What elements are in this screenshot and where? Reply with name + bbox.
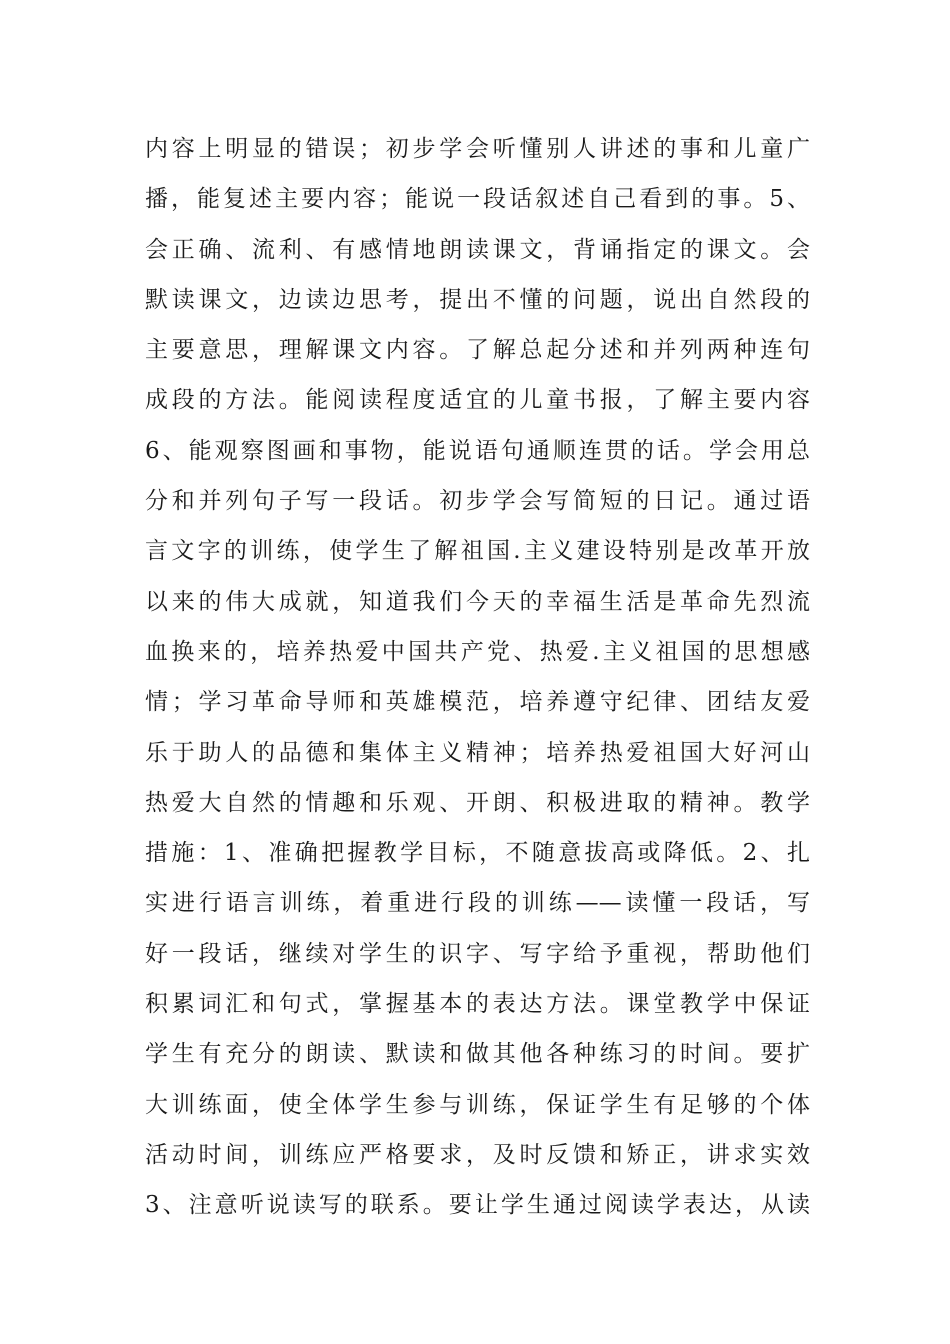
text-line: 实进行语言训练，着重进行段的训练——读懂一段话，写: [145, 890, 810, 917]
text-line: 成段的方法。能阅读程度适宜的儿童书报，了解主要内容: [145, 387, 810, 414]
text-line: 血换来的，培养热爱中国共产党、热爱.主义祖国的思想感: [145, 638, 810, 665]
text-line: 热爱大自然的情趣和乐观、开朗、积极进取的精神。教学: [145, 789, 810, 816]
text-line: 好一段话，继续对学生的识字、写字给予重视，帮助他们: [145, 940, 810, 967]
text-line: 活动时间，训练应严格要求，及时反馈和矫正，讲求实效: [145, 1141, 810, 1168]
body-paragraph: [145, 124, 810, 1231]
text-line: 分和并列句子写一段话。初步学会写简短的日记。通过语: [145, 488, 810, 515]
text-line: 播，能复述主要内容；能说一段话叙述自己看到的事。5、: [145, 186, 810, 213]
text-line: 内容上明显的错误；初步学会听懂别人讲述的事和儿童广: [145, 136, 810, 162]
text-line: 3、注意听说读写的联系。要让学生通过阅读学表达，从读: [145, 1192, 810, 1219]
text-line: 会正确、流利、有感情地朗读课文，背诵指定的课文。会: [145, 236, 810, 263]
text-line: 学生有充分的朗读、默读和做其他各种练习的时间。要扩: [145, 1041, 810, 1068]
text-line: 默读课文，边读边思考，提出不懂的问题，说出自然段的: [145, 286, 810, 313]
text-line: 乐于助人的品德和集体主义精神；培养热爱祖国大好河山: [145, 739, 810, 766]
text-line: 积累词汇和句式，掌握基本的表达方法。课堂教学中保证: [145, 991, 810, 1018]
text-line: 言文字的训练，使学生了解祖国.主义建设特别是改革开放: [145, 538, 810, 565]
text-line: 主要意思，理解课文内容。了解总起分述和并列两种连句: [145, 337, 810, 364]
text-line: 情；学习革命导师和英雄模范，培养遵守纪律、团结友爱: [145, 689, 810, 716]
text-line: 以来的伟大成就，知道我们今天的幸福生活是革命先烈流: [145, 588, 810, 615]
text-line: 措施：1、准确把握教学目标，不随意拔高或降低。2、扎: [145, 840, 810, 867]
text-line: 6、能观察图画和事物，能说语句通顺连贯的话。学会用总: [145, 437, 810, 464]
text-line: 大训练面，使全体学生参与训练，保证学生有足够的个体: [145, 1091, 810, 1118]
